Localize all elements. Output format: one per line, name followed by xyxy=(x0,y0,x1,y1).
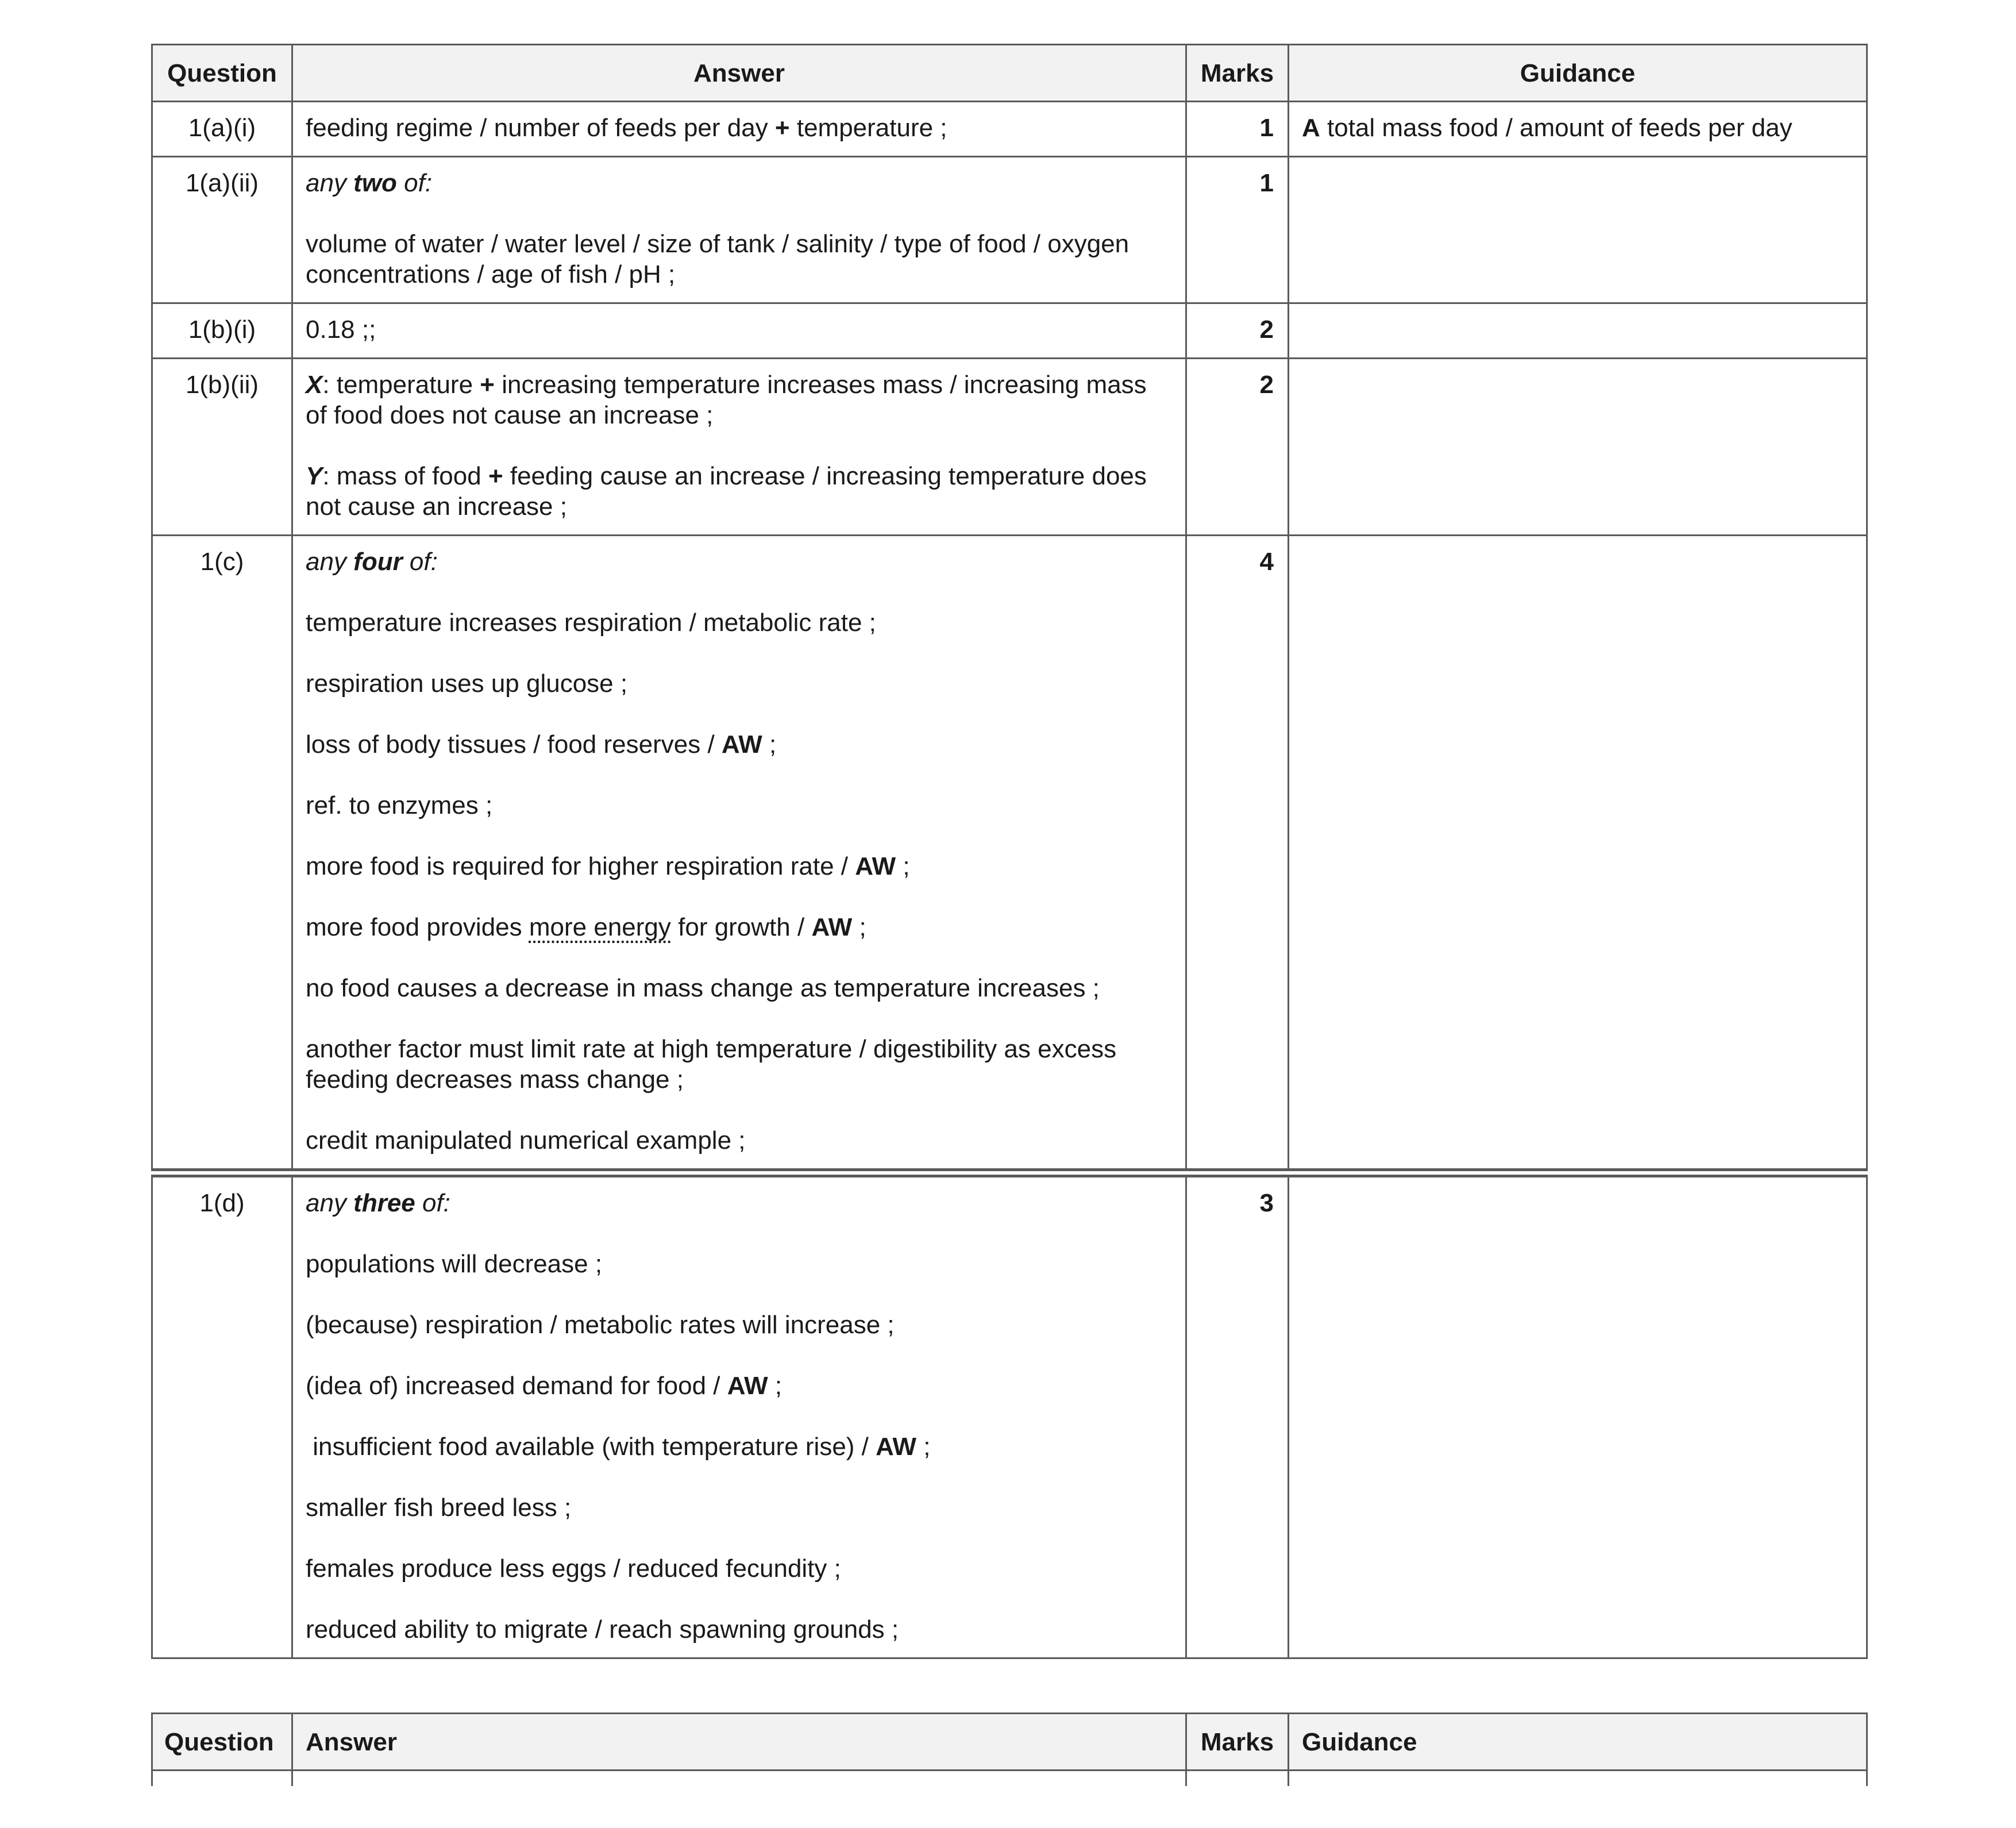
marks-value: 1 xyxy=(1186,157,1289,303)
plus-sign: + xyxy=(774,114,790,142)
question-number: 1(b)(i) xyxy=(152,303,292,359)
intro-count: two xyxy=(353,169,397,197)
table-row xyxy=(152,1771,1867,1787)
question-cell xyxy=(152,1771,292,1787)
answer-cell xyxy=(292,536,1186,1173)
question-number: 1(c) xyxy=(152,536,292,1173)
answer-text: for growth / xyxy=(670,913,812,941)
guidance-cell xyxy=(1289,303,1867,359)
aw-label: AW xyxy=(721,730,762,759)
guidance-accept-label: A xyxy=(1302,114,1320,142)
aw-label: AW xyxy=(876,1433,917,1461)
answer-point: 0.18 ;; xyxy=(306,315,376,344)
answer-intro xyxy=(306,168,1168,198)
answer-text: insufficient food available (with temperature rise) / xyxy=(306,1433,876,1461)
answer-point: another factor must limit rate at high temperature / digestibility as excess feeding decreases mass change ; xyxy=(306,1035,1117,1094)
answer-point: credit manipulated numerical example ; xyxy=(306,1126,746,1154)
question-header: Question xyxy=(152,45,292,102)
marks-value: 1 xyxy=(1186,102,1289,157)
answer-text: ; xyxy=(896,852,910,880)
answer-text: loss of body tissues / food reserves / xyxy=(306,730,722,759)
answer-header: Answer xyxy=(292,1714,1186,1771)
answer-text: (idea of) increased demand for food / xyxy=(306,1372,727,1400)
marks-header: Marks xyxy=(1186,1714,1289,1771)
continuation-table xyxy=(151,1712,1868,1786)
table-row xyxy=(152,359,1867,536)
guidance-cell xyxy=(1289,359,1867,536)
guidance-cell xyxy=(1289,102,1867,157)
marks-header: Marks xyxy=(1186,45,1289,102)
marks-value: 2 xyxy=(1186,359,1289,536)
table-row xyxy=(152,536,1867,1173)
intro-count: four xyxy=(353,548,403,576)
answer-cell xyxy=(292,157,1186,303)
answer-text: ; xyxy=(852,913,866,941)
intro-text: of: xyxy=(415,1189,450,1217)
intro-count: three xyxy=(353,1189,415,1217)
answer-text: ; xyxy=(768,1372,782,1400)
table-row xyxy=(152,157,1867,303)
answer-cell xyxy=(292,303,1186,359)
answer-text: feeding cause an increase / increasing temperature does not cause an increase ; xyxy=(306,462,1147,521)
aw-label: AW xyxy=(855,852,896,880)
answer-point xyxy=(306,912,1168,942)
answer-point: females produce less eggs / reduced fecundity ; xyxy=(306,1554,841,1583)
answer-point xyxy=(306,113,1168,143)
guidance-cell xyxy=(1289,1173,1867,1658)
answer-text: feeding regime / number of feeds per day xyxy=(306,114,775,142)
answer-point xyxy=(306,851,1168,882)
question-header: Question xyxy=(152,1714,292,1771)
answer-text: increasing temperature increases mass / increasing mass of food does not cause an increase ; xyxy=(306,371,1147,429)
answer-point: respiration uses up glucose ; xyxy=(306,669,628,698)
answer-point: smaller fish breed less ; xyxy=(306,1494,572,1522)
variable-label: Y xyxy=(306,462,323,490)
guidance-header: Guidance xyxy=(1289,1714,1867,1771)
answer-cell xyxy=(292,1173,1186,1658)
answer-text: temperature ; xyxy=(789,114,947,142)
plus-sign: + xyxy=(488,462,503,490)
answer-intro xyxy=(306,1188,1168,1218)
answer-cell xyxy=(292,1771,1186,1787)
answer-point: temperature increases respiration / metabolic rate ; xyxy=(306,609,876,637)
intro-text: of: xyxy=(396,169,433,197)
intro-text: of: xyxy=(402,548,438,576)
answer-point: ref. to enzymes ; xyxy=(306,791,493,819)
answer-point: populations will decrease ; xyxy=(306,1250,603,1278)
answer-point xyxy=(306,1431,1168,1462)
variable-label: X xyxy=(306,371,323,399)
answer-text: more food is required for higher respiration rate / xyxy=(306,852,855,880)
answer-text: : mass of food xyxy=(322,462,488,490)
answer-point: (because) respiration / metabolic rates will increase ; xyxy=(306,1311,895,1339)
guidance-text: total mass food / amount of feeds per day xyxy=(1320,114,1793,142)
table-row xyxy=(152,303,1867,359)
question-number: 1(a)(ii) xyxy=(152,157,292,303)
aw-label: AW xyxy=(811,913,853,941)
marks-value: 3 xyxy=(1186,1173,1289,1658)
guidance-cell xyxy=(1289,536,1867,1173)
table-row xyxy=(152,102,1867,157)
aw-label: AW xyxy=(727,1372,768,1400)
answer-intro xyxy=(306,547,1168,577)
answer-text: : temperature xyxy=(322,371,480,399)
question-number: 1(a)(i) xyxy=(152,102,292,157)
guidance-cell xyxy=(1289,157,1867,303)
plus-sign: + xyxy=(480,371,495,399)
answer-cell xyxy=(292,102,1186,157)
answer-text: more food provides xyxy=(306,913,529,941)
intro-text: any xyxy=(306,169,354,197)
answer-point xyxy=(306,461,1168,522)
answer-point xyxy=(306,370,1168,430)
answer-point xyxy=(306,1371,1168,1401)
answer-point xyxy=(306,729,1168,760)
answer-point: reduced ability to migrate / reach spawning grounds ; xyxy=(306,1615,899,1644)
answer-header: Answer xyxy=(292,45,1186,102)
answer-text: ; xyxy=(916,1433,931,1461)
guidance-cell xyxy=(1289,1771,1867,1787)
answer-text: ; xyxy=(762,730,777,759)
header-row xyxy=(152,45,1867,102)
header-row xyxy=(152,1714,1867,1771)
intro-text: any xyxy=(306,1189,354,1217)
table-row xyxy=(152,1173,1867,1658)
underlined-term: more energy xyxy=(529,913,671,941)
marks-value: 4 xyxy=(1186,536,1289,1173)
question-number: 1(d) xyxy=(152,1173,292,1658)
mark-scheme-table xyxy=(151,44,1868,1659)
intro-text: any xyxy=(306,548,354,576)
answer-point: volume of water / water level / size of tank / salinity / type of food / oxygen concentrations / age of fish / pH ; xyxy=(306,230,1130,288)
answer-point: no food causes a decrease in mass change as temperature increases ; xyxy=(306,974,1100,1002)
question-number: 1(b)(ii) xyxy=(152,359,292,536)
answer-cell xyxy=(292,359,1186,536)
guidance-header: Guidance xyxy=(1289,45,1867,102)
marks-value: 2 xyxy=(1186,303,1289,359)
marks-cell xyxy=(1186,1771,1289,1787)
